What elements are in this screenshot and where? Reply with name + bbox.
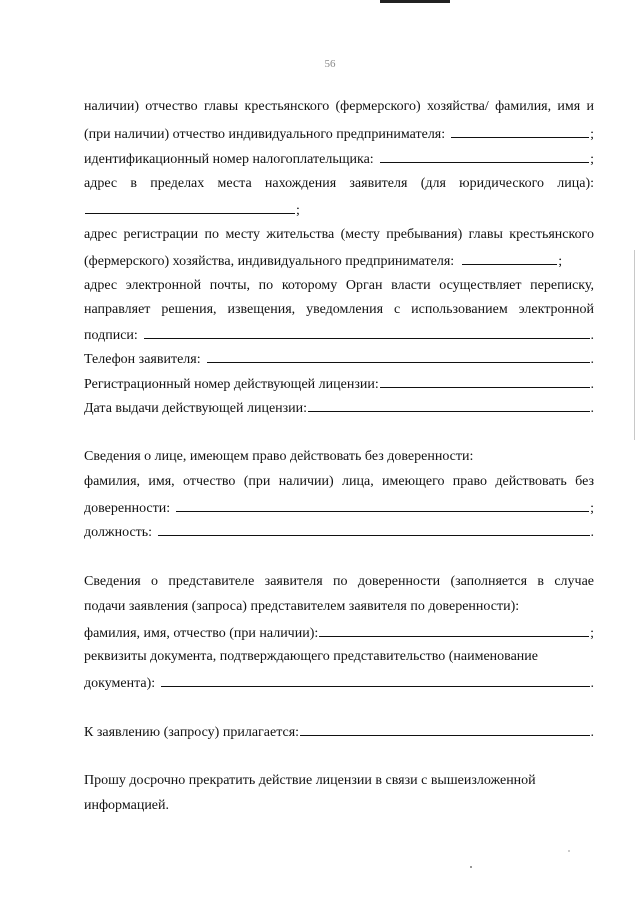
address-field[interactable] xyxy=(85,199,295,214)
phone-row xyxy=(84,348,594,368)
representative-name-row xyxy=(84,622,594,642)
request-line-1: Прошу досрочно прекратить действие лицензии в связи с вышеизложенной xyxy=(84,773,536,788)
license-date-field[interactable] xyxy=(308,397,589,412)
email-row xyxy=(84,324,594,344)
position-end: . xyxy=(590,525,594,540)
authorized-heading: Сведения о лице, имеющем право действовать без доверенности: xyxy=(84,449,474,464)
attachments-end: . xyxy=(590,725,594,740)
license-number-label: Регистрационный номер действующей лицензии: xyxy=(84,377,379,392)
authorized-name-label: доверенности: xyxy=(84,501,171,516)
representative-name-field[interactable] xyxy=(319,622,589,637)
representative-heading-2: подачи заявления (запроса) представителем заявителя по доверенности): xyxy=(84,599,520,614)
license-number-field[interactable] xyxy=(380,373,590,388)
phone-label: Телефон заявителя: xyxy=(84,352,201,367)
representative-heading-1: Сведения о представителе заявителя по доверенности (заполняется в случае xyxy=(84,574,594,589)
representative-doc-label: документа): xyxy=(84,676,156,691)
representative-doc-row xyxy=(84,672,594,692)
reg-address-line-1: адрес регистрации по месту жительства (месту пребывания) главы крестьянского xyxy=(84,227,594,242)
authorized-name-field[interactable] xyxy=(176,497,589,512)
attachments-field[interactable] xyxy=(300,721,589,736)
email-label: подписи: xyxy=(84,328,138,343)
phone-field[interactable] xyxy=(207,348,590,363)
authorized-name-line-1: фамилия, имя, отчество (при наличии) лица, имеющего право действовать без xyxy=(84,474,594,489)
license-date-end: . xyxy=(590,401,594,416)
attachments-label: К заявлению (запросу) прилагается: xyxy=(84,725,300,740)
request-line-2: информацией. xyxy=(84,798,170,813)
reg-address-row xyxy=(84,250,594,270)
inn-field[interactable] xyxy=(380,148,589,163)
scan-edge xyxy=(634,250,635,440)
ip-name-label: (при наличии) отчество индивидуального предпринимателя: xyxy=(84,127,446,142)
license-date-row xyxy=(84,397,594,417)
address-end: ; xyxy=(296,203,300,218)
license-number-row xyxy=(84,373,594,393)
email-end: . xyxy=(590,328,594,343)
address-label: адрес в пределах места нахождения заявителя (для юридического лица): xyxy=(84,176,594,191)
inn-row xyxy=(84,148,594,168)
position-row xyxy=(84,521,594,541)
representative-doc-line-1: реквизиты документа, подтверждающего представительство (наименование xyxy=(84,649,538,664)
inn-end: ; xyxy=(590,152,594,167)
authorized-name-end: ; xyxy=(590,501,594,516)
attachments-row xyxy=(84,721,594,741)
address-row xyxy=(84,199,594,219)
inn-label: идентификационный номер налогоплательщика: xyxy=(84,152,374,167)
scan-speck xyxy=(568,850,570,852)
reg-address-end: ; xyxy=(558,254,563,269)
position-label: должность: xyxy=(84,525,153,540)
representative-name-label: фамилия, имя, отчество (при наличии): xyxy=(84,626,319,641)
representative-doc-field[interactable] xyxy=(161,672,589,687)
representative-doc-end: . xyxy=(590,676,594,691)
email-line-1: адрес электронной почты, по которому Орган власти осуществляет переписку, xyxy=(84,278,594,293)
scan-mark xyxy=(380,0,450,3)
phone-end: . xyxy=(590,352,594,367)
page-number: 56 xyxy=(324,58,336,70)
license-date-label: Дата выдачи действующей лицензии: xyxy=(84,401,308,416)
ip-name-field[interactable] xyxy=(451,123,589,138)
applicant-line-1: наличии) отчество главы крестьянского (фермерского) хозяйства/ фамилия, имя и xyxy=(84,99,594,114)
scan-speck xyxy=(470,866,472,868)
ip-name-end: ; xyxy=(590,127,594,142)
email-field[interactable] xyxy=(144,324,590,339)
representative-name-end: ; xyxy=(590,626,594,641)
ip-name-row xyxy=(84,123,594,143)
position-field[interactable] xyxy=(158,521,589,536)
authorized-name-row xyxy=(84,497,594,517)
license-number-end: . xyxy=(590,377,594,392)
reg-address-label: (фермерского) хозяйства, индивидуального предпринимателя: xyxy=(84,254,455,269)
email-line-2: направляет решения, извещения, уведомления с использованием электронной xyxy=(84,302,594,317)
reg-address-field[interactable] xyxy=(462,250,557,265)
